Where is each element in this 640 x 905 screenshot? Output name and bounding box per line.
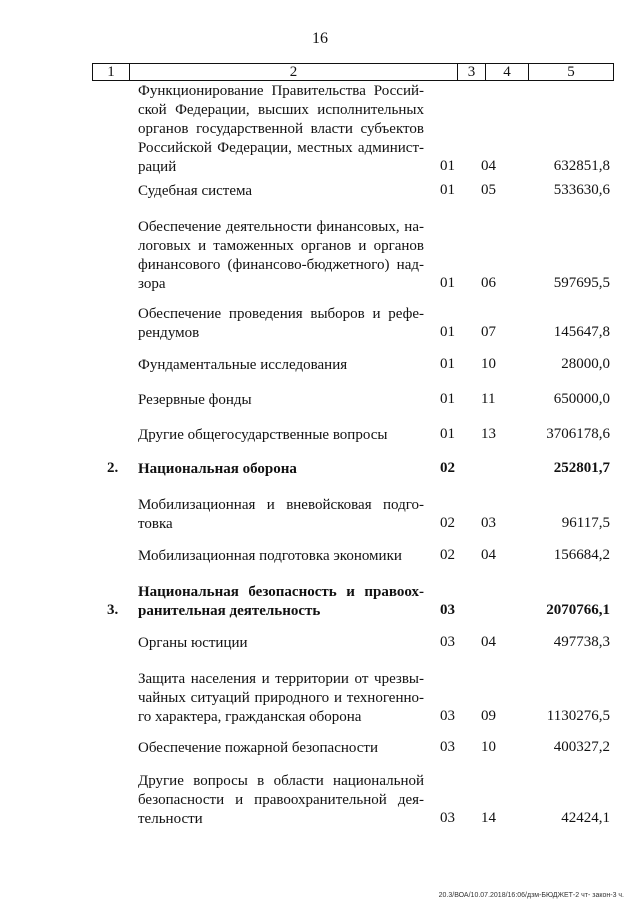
section-code: 01: [440, 158, 455, 174]
amount-value: 597695,5: [553, 275, 610, 291]
section-code: 01: [440, 391, 455, 407]
subsection-code: 06: [481, 275, 496, 291]
section-code: 03: [440, 739, 455, 755]
subsection-code: 09: [481, 708, 496, 724]
subsection-code: 04: [481, 158, 496, 174]
amount-value: 2070766,1: [546, 602, 610, 618]
row-description: Органы юстиции: [138, 635, 248, 651]
amount-value: 252801,7: [553, 460, 610, 476]
section-code: 01: [440, 182, 455, 198]
row-description: Мобилизационная и вневойсковая подго-товка: [138, 497, 424, 532]
subsection-code: 04: [481, 634, 496, 650]
subsection-code: 11: [481, 391, 496, 407]
header-col-2: 2: [289, 64, 298, 80]
header-col-4: 4: [503, 64, 511, 80]
section-code: 02: [440, 547, 455, 563]
row-description: Другие вопросы в области национальной безопасности и правоохранительной дея-тельности: [138, 773, 424, 827]
section-code: 02: [440, 515, 455, 531]
section-code: 01: [440, 356, 455, 372]
row-description: Другие общегосударственные вопросы: [138, 427, 388, 443]
section-code: 01: [440, 426, 455, 442]
amount-value: 42424,1: [561, 810, 610, 826]
section-code: 03: [440, 708, 455, 724]
amount-value: 1130276,5: [546, 708, 610, 724]
amount-value: 156684,2: [553, 547, 610, 563]
subsection-code: 10: [481, 739, 496, 755]
header-col-5: 5: [567, 64, 575, 80]
subsection-code: 07: [481, 324, 496, 340]
amount-value: 400327,2: [553, 739, 610, 755]
header-col-1: 1: [107, 64, 115, 80]
row-description: Функционирование Правительства Россий-ской Федерации, высших исполнительных органов государственной власти субъектов Российской Федерации, местных админист-раций: [138, 83, 424, 175]
page-number: 16: [312, 30, 328, 47]
table-header-row: [92, 63, 614, 81]
section-code: 02: [440, 460, 455, 476]
row-number: 2.: [107, 460, 119, 476]
footer-doc-id: 20.3/ВОА/10.07.2018/16:06/дзм-БЮДЖЕТ-2 чт- закон-3 ч.: [438, 892, 624, 899]
subsection-code: 03: [481, 515, 496, 531]
section-code: 01: [440, 324, 455, 340]
amount-value: 3706178,6: [546, 426, 610, 442]
row-description: Обеспечение пожарной безопасности: [138, 740, 379, 756]
row-description: Фундаментальные исследования: [138, 357, 348, 373]
amount-value: 650000,0: [553, 391, 610, 407]
subsection-code: 04: [481, 547, 496, 563]
row-description: Защита населения и территории от чрезвы-чайных ситуаций природного и техногенно-го характера, гражданская оборона: [138, 671, 424, 725]
amount-value: 96117,5: [561, 515, 610, 531]
subsection-code: 13: [481, 426, 496, 442]
row-description: Обеспечение проведения выборов и рефе-рендумов: [138, 306, 424, 341]
section-code: 03: [440, 634, 455, 650]
row-description: Национальная оборона: [138, 461, 297, 477]
amount-value: 28000,0: [561, 356, 610, 372]
subsection-code: 14: [481, 810, 496, 826]
row-description: Мобилизационная подготовка экономики: [138, 548, 402, 564]
amount-value: 533630,6: [553, 182, 610, 198]
subsection-code: 05: [481, 182, 496, 198]
section-code: 01: [440, 275, 455, 291]
row-description: Национальная безопасность и правоох-ранительная деятельность: [138, 584, 424, 619]
header-col-3: 3: [467, 64, 476, 80]
amount-value: 145647,8: [553, 324, 610, 340]
subsection-code: 10: [481, 356, 496, 372]
section-code: 03: [440, 602, 455, 618]
amount-value: 632851,8: [553, 158, 610, 174]
section-code: 03: [440, 810, 455, 826]
row-description: Резервные фонды: [138, 392, 252, 408]
row-number: 3.: [107, 602, 119, 618]
row-description: Обеспечение деятельности финансовых, на-логовых и таможенных органов и органов финансового (финансово-бюджетного) над-зора: [138, 219, 424, 292]
row-description: Судебная система: [138, 183, 253, 199]
amount-value: 497738,3: [553, 634, 610, 650]
